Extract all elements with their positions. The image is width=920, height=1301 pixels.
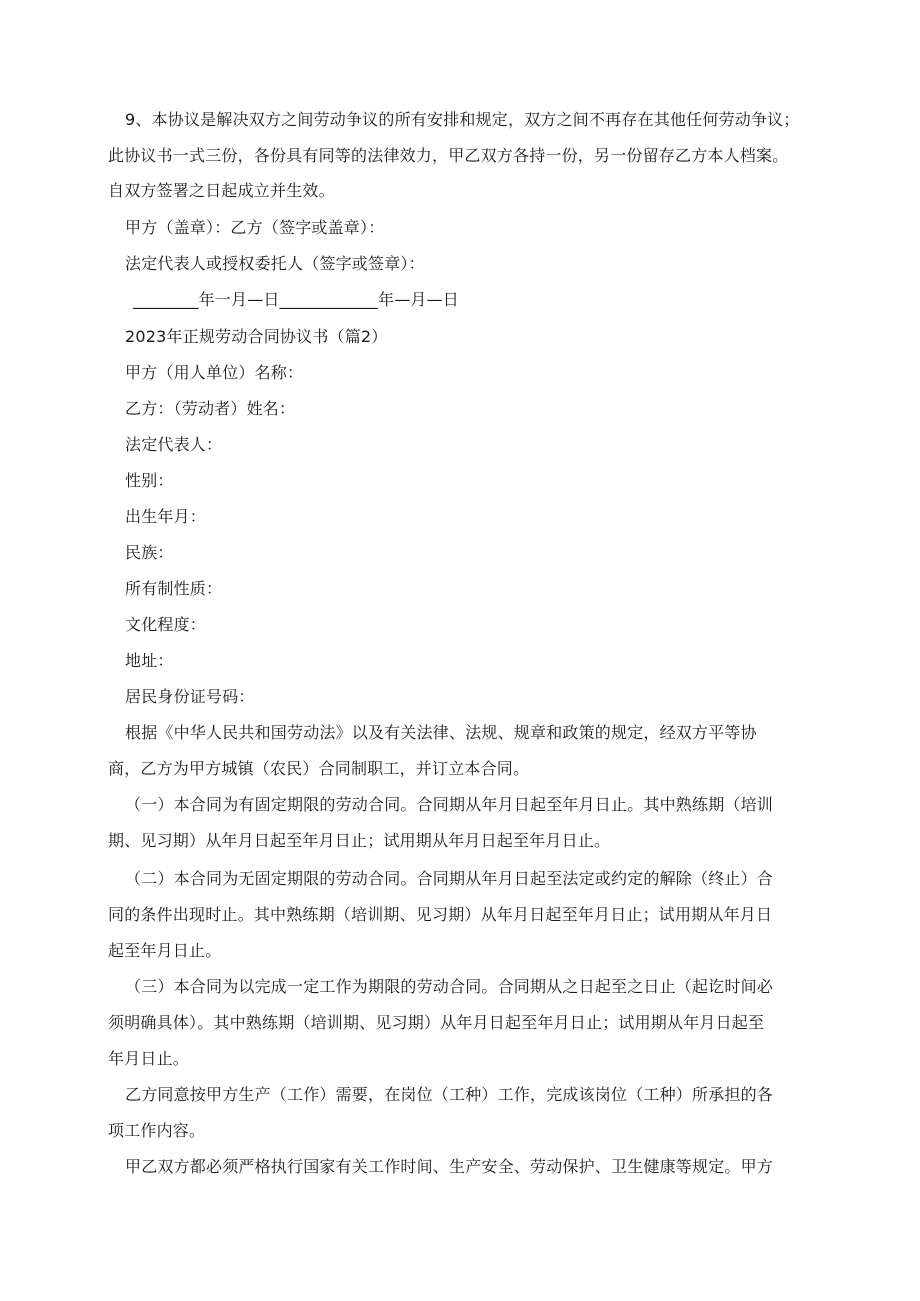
text-line: 9、本协议是解决双方之间劳动争议的所有安排和规定，双方之间不再存在其他任何劳动争议；: [125, 110, 800, 129]
text-line: 年月日止。: [108, 1049, 190, 1068]
text-line: （一）本合同为有固定期限的劳动合同。合同期从年月日起至年月日止。其中熟练期（培训: [125, 795, 774, 814]
text-line: 须明确具体）。其中熟练期（培训期、见习期）从年月日起至年月日止；试用期从年月日起至: [108, 1013, 765, 1032]
text-line: 自双方签署之日起成立并生效。: [108, 181, 335, 200]
text-line: 此协议书一式三份，各份具有同等的法律效力，甲乙双方各持一份，另一份留存乙方本人档案。: [108, 146, 789, 165]
signature-date-line: ________年一月—日____________年—月—日: [133, 290, 460, 309]
text-line: （三）本合同为以完成一定工作为期限的劳动合同。合同期从之日起至之日止（起讫时间必: [125, 977, 774, 996]
form-field-label: 法定代表人：: [125, 435, 223, 454]
form-field-label: 所有制性质：: [125, 579, 223, 598]
text-line: 商，乙方为甲方城镇（农民）合同制职工，并订立本合同。: [108, 759, 530, 778]
form-field-label: 居民身份证号码：: [125, 687, 255, 706]
text-line: 期、见习期）从年月日起至年月日止；试用期从年月日起至年月日止。: [108, 831, 611, 850]
text-line: 甲乙双方都必须严格执行国家有关工作时间、生产安全、劳动保护、卫生健康等规定。甲方: [125, 1157, 774, 1176]
form-field-label: 乙方：（劳动者）姓名：: [125, 399, 296, 418]
text-line: （二）本合同为无固定期限的劳动合同。合同期从年月日起至法定或约定的解除（终止）合: [125, 869, 774, 888]
section-title: 2023年正规劳动合同协议书（篇2）: [125, 327, 388, 346]
text-line: 项工作内容。: [108, 1121, 206, 1140]
form-field-label: 出生年月：: [125, 507, 207, 526]
text-line: 甲方（盖章）：乙方（签字或盖章）：: [125, 218, 385, 237]
text-line: 乙方同意按甲方生产（工作）需要，在岗位（工种）工作，完成该岗位（工种）所承担的各: [125, 1085, 774, 1104]
form-field-label: 民族：: [125, 543, 174, 562]
text-line: 法定代表人或授权委托人（签字或签章）：: [125, 254, 425, 273]
text-line: 同的条件出现时止。其中熟练期（培训期、见习期）从年月日起至年月日止；试用期从年月日: [108, 905, 773, 924]
form-field-label: 性别：: [125, 471, 174, 490]
form-field-label: 地址：: [125, 651, 174, 670]
form-field-label: 文化程度：: [125, 615, 207, 634]
text-line: 根据《中华人民共和国劳动法》以及有关法律、法规、规章和政策的规定，经双方平等协: [125, 723, 757, 742]
text-line: 起至年月日止。: [108, 941, 222, 960]
form-field-label: 甲方（用人单位）名称：: [125, 363, 304, 382]
